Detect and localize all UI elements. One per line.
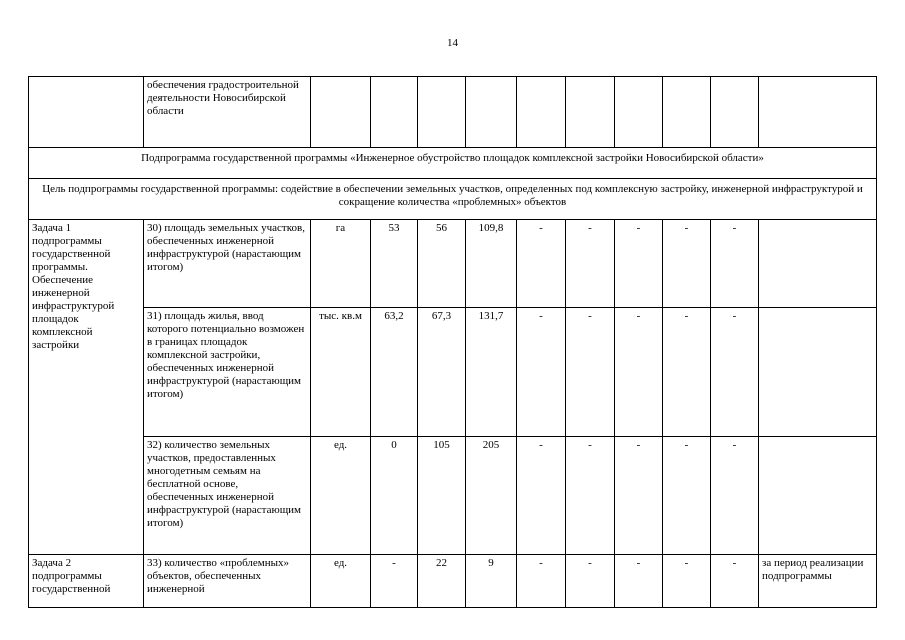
indicator-name: обеспечения градостроительной деятельности Новосибирской области (144, 77, 311, 148)
value-cell: - (615, 555, 663, 608)
note-cell (759, 437, 877, 555)
value-cell: - (371, 555, 418, 608)
note-cell (759, 308, 877, 437)
value-cell: - (517, 308, 566, 437)
indicator-name: 30) площадь земельных участков, обеспеченных инженерной инфраструктурой (нарастающим итогом) (144, 220, 311, 308)
value-cell: 109,8 (466, 220, 517, 308)
note-cell (759, 220, 877, 308)
value-cell: - (711, 220, 759, 308)
value-cell: - (711, 308, 759, 437)
value-cell: 63,2 (371, 308, 418, 437)
table-row (29, 77, 877, 148)
value-cell: - (566, 220, 615, 308)
value-cell: - (615, 437, 663, 555)
unit-cell: ед. (311, 437, 371, 555)
indicators-table (28, 76, 877, 608)
value-cell: - (663, 308, 711, 437)
value-cell: - (663, 555, 711, 608)
value-cell: 22 (418, 555, 466, 608)
table-row (29, 555, 877, 608)
value-cell: 0 (371, 437, 418, 555)
table-row (29, 148, 877, 179)
value-cell: 131,7 (466, 308, 517, 437)
value-cell: - (615, 308, 663, 437)
indicator-name: 33) количество «проблемных» объектов, обеспеченных инженерной (144, 555, 311, 608)
value-cell: - (517, 220, 566, 308)
value-cell: - (615, 220, 663, 308)
value-cell: - (663, 220, 711, 308)
value-cell: 67,3 (418, 308, 466, 437)
value-cell: - (566, 308, 615, 437)
unit-cell: ед. (311, 555, 371, 608)
value-cell: - (517, 437, 566, 555)
value-cell: - (566, 555, 615, 608)
subprogram-title: Подпрограмма государственной программы «Инженерное обустройство площадок комплексной застройки Новосибирской области» (29, 148, 877, 179)
unit-cell: га (311, 220, 371, 308)
value-cell: 105 (418, 437, 466, 555)
unit-cell: тыс. кв.м (311, 308, 371, 437)
value-cell: 205 (466, 437, 517, 555)
value-cell: 9 (466, 555, 517, 608)
value-cell: - (517, 555, 566, 608)
table-row (29, 437, 877, 555)
value-cell: - (663, 437, 711, 555)
value-cell: - (566, 437, 615, 555)
table-row (29, 308, 877, 437)
value-cell: - (711, 555, 759, 608)
task-cell: Задача 1 подпрограммы государственной программы. Обеспечение инженерной инфраструктурой площадок комплексной застройки (29, 220, 144, 555)
value-cell: 56 (418, 220, 466, 308)
indicator-name: 31) площадь жилья, ввод которого потенциально возможен в границах площадок комплексной застройки, обеспеченных инженерной инфраструктурой (нарастающим итогом) (144, 308, 311, 437)
value-cell: - (711, 437, 759, 555)
table-row (29, 220, 877, 308)
note-cell: за период реализации подпрограммы (759, 555, 877, 608)
task-cell: Задача 2 подпрограммы государственной (29, 555, 144, 608)
indicator-name: 32) количество земельных участков, предоставленных многодетным семьям на бесплатной основе, обеспеченных инженерной инфраструктурой (нарастающим итогом) (144, 437, 311, 555)
subprogram-goal: Цель подпрограммы государственной программы: содействие в обеспечении земельных участков, определенных под комплексную застройку, инженерной инфраструктурой и сокращение количества «проблемных» объектов (29, 179, 877, 220)
value-cell: 53 (371, 220, 418, 308)
page-number: 14 (447, 37, 458, 49)
table-row (29, 179, 877, 220)
